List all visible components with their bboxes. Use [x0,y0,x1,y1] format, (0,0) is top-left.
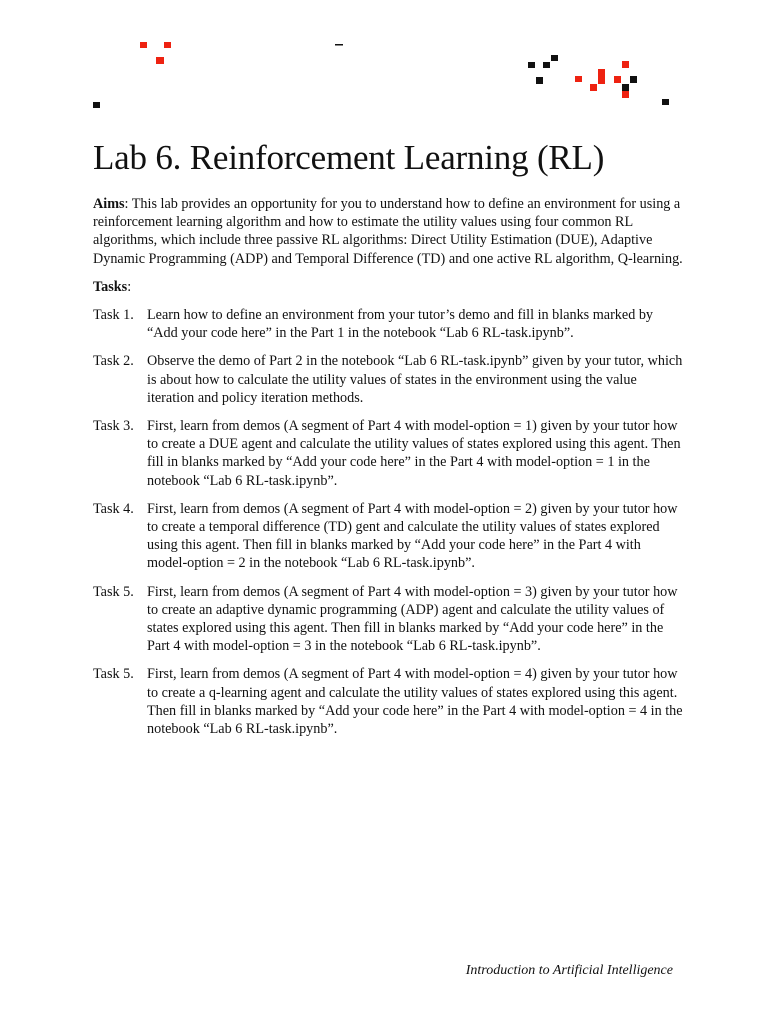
task-text: First, learn from demos (A segment of Part 4 with model-option = 1) given by your tutor how to create a DUE agent and calculate the utility values of states explored using this agent. Then fill in blanks marked by “Add your code here” in the Part 4 with model-option = 1 in the notebook “Lab 6 RL-task.ipynb”. [147,418,681,489]
pixel-square [590,84,597,91]
pixel-square [575,76,582,82]
task-number: Task 1. [93,307,134,324]
pixel-square [93,102,100,108]
task-text: Learn how to define an environment from your tutor’s demo and fill in blanks marked by “Add your code here” in the Part 1 in the notebook “Lab 6 RL-task.ipynb”. [147,307,654,342]
aims-label: Aims [93,196,125,212]
tasks-heading [93,278,683,296]
aims-paragraph [93,195,683,268]
task-number: Task 2. [93,353,134,370]
task-item [93,583,683,656]
pixel-square [164,42,171,48]
pixel-square [536,77,543,84]
document-body [93,136,683,748]
task-number: Task 3. [93,418,134,435]
task-text: First, learn from demos (A segment of Part 4 with model-option = 2) given by your tutor how to create a temporal difference (TD) gent and calculate the utility values of states explored using this agent. Then fill in blanks marked by “Add your code here” in the Part 4 with model-option = 2 in the notebook “Lab 6 RL-task.ipynb”. [147,500,678,572]
pixel-square [614,76,621,83]
task-item [93,352,683,407]
task-number: Task 5. [93,666,134,683]
tasks-colon: : [127,278,132,295]
tasks-label: Tasks [93,278,128,295]
pixel-square [662,99,669,105]
task-item [93,417,683,490]
task-number: Task 4. [93,500,134,517]
decorative-pixel-logo [0,0,768,130]
pixel-square [543,62,550,68]
pixel-square [598,69,605,76]
pixel-square [140,42,147,48]
task-number: Task 5. [93,583,134,600]
pixel-square [598,76,605,84]
pixel-dash [335,44,343,46]
pixel-square [622,84,629,91]
pixel-square [630,76,637,83]
pixel-square [528,62,535,68]
task-item [93,306,683,342]
pixel-square [622,61,629,68]
pixel-square [551,55,558,61]
aims-text: : This lab provides an opportunity for you to understand how to define an environment for using a reinforcement learning algorithm and how to estimate the utility values using four common RL algorithms, which include three passive RL algorithms: Direct Utility Estimation (DUE), Adaptive Dynamic Programming (ADP) and Temporal Difference (TD) and one active RL algorithm, Q-learning. [93,196,683,267]
task-item [93,665,683,738]
pixel-square [622,91,629,98]
page-footer: Introduction to Artificial Intelligence [465,963,673,978]
pixel-square [156,57,164,64]
task-text: First, learn from demos (A segment of Part 4 with model-option = 4) given by your tutor how to create a q-learning agent and calculate the utility values of states explored using this agent. Then fill in blanks marked by “Add your code here” in the Part 4 with model-option = 4 in the notebook “Lab 6 RL-task.ipynb”. [147,666,683,738]
task-text: Observe the demo of Part 2 in the notebook “Lab 6 RL-task.ipynb” given by your tutor, which is about how to calculate the utility values of states in the environment using the value iteration and policy iteration methods. [147,353,683,406]
task-item [93,500,683,573]
page-title: Lab 6. Reinforcement Learning (RL) [93,138,605,177]
task-text: First, learn from demos (A segment of Part 4 with model-option = 3) given by your tutor how to create an adaptive dynamic programming (ADP) agent and calculate the utility values of states explored using this agent. Then fill in blanks marked by “Add your code here” in the Part 4 with model-option = 3 in the notebook “Lab 6 RL-task.ipynb”. [147,583,678,655]
